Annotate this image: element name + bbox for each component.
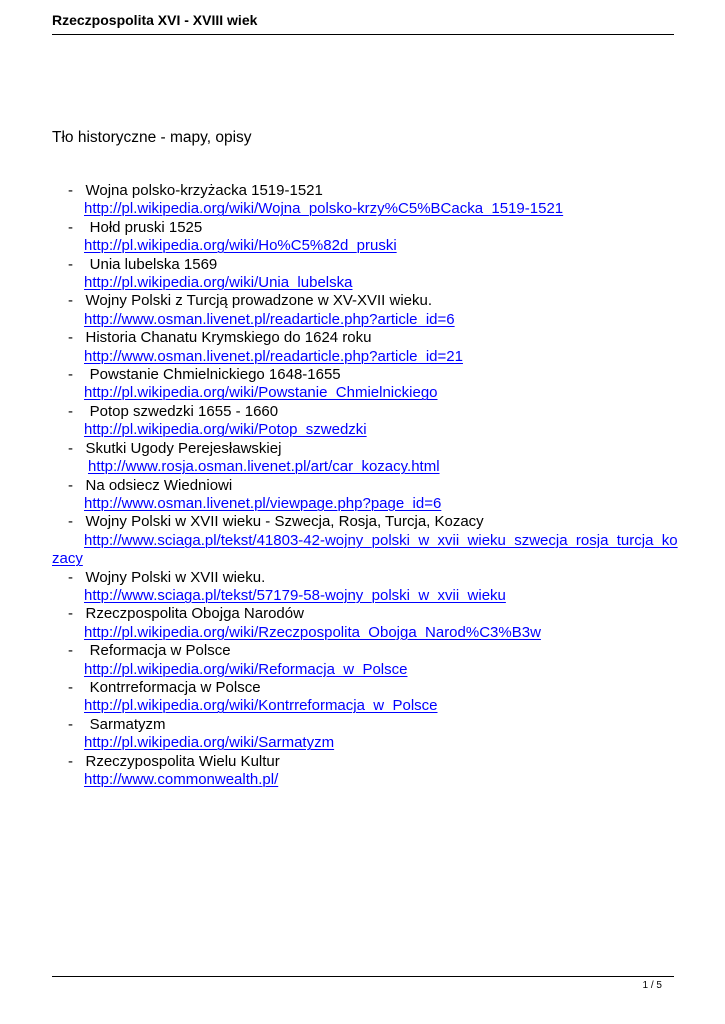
page-number: 1 / 5 [642,980,662,991]
list-item [52,605,674,642]
list-item-link[interactable]: http://www.commonwealth.pl/ [84,771,279,788]
list-item [52,366,674,403]
page-header-title: Rzeczpospolita XVI - XVIII wiek [52,12,258,28]
list-item [52,753,674,790]
list-item-link[interactable]: http://www.osman.livenet.pl/viewpage.php?page_id=6 [84,494,442,512]
list-item-title: - Skutki Ugody Perejesławskiej [68,439,282,457]
list-item-link[interactable]: http://www.sciaga.pl/tekst/57179-58-wojny_polski_w_xvii_wieku [84,586,506,604]
list-item-title: - Sarmatyzm [68,715,166,733]
list-item [52,440,674,477]
list-item-link[interactable]: http://pl.wikipedia.org/wiki/Rzeczpospolita_Obojga_Narod%C3%B3w [84,623,541,641]
list-item [52,569,674,606]
link-list [52,182,678,789]
list-item-title: - Reformacja w Polsce [68,642,231,660]
header-rule [52,34,674,35]
list-item-title: - Wojny Polski z Turcją prowadzone w XV-XVII wieku. [68,292,433,310]
list-item-title: - Rzeczypospolita Wielu Kultur [68,752,280,770]
list-item [52,679,674,716]
list-item-link[interactable]: http://pl.wikipedia.org/wiki/Unia_lubelska [84,274,353,292]
list-item-link[interactable]: http://pl.wikipedia.org/wiki/Sarmatyzm [84,734,335,752]
list-item-link-continuation[interactable]: zacy [52,550,83,568]
list-item [52,219,674,256]
list-item-title: - Wojny Polski w XVII wieku - Szwecja, Rosja, Turcja, Kozacy [68,513,484,531]
list-item-link[interactable]: http://pl.wikipedia.org/wiki/Reformacja_w_Polsce [84,660,408,678]
list-item [52,642,674,679]
list-item-link[interactable]: http://www.osman.livenet.pl/readarticle.php?article_id=6 [84,310,455,328]
list-item-link[interactable]: http://pl.wikipedia.org/wiki/Powstanie_Chmielnickiego [84,384,438,402]
list-item-link[interactable]: http://www.rosja.osman.livenet.pl/art/car_kozacy.html [88,458,440,476]
list-item [52,513,678,568]
list-item-title: - Rzeczpospolita Obojga Narodów [68,605,304,623]
footer-rule [52,976,674,977]
list-item [52,292,674,329]
list-item-title: - Historia Chanatu Krymskiego do 1624 roku [68,329,372,347]
list-item-title: - Wojna polsko-krzyżacka 1519-1521 [68,182,323,199]
list-item-link[interactable]: http://pl.wikipedia.org/wiki/Kontrreformacja_w_Polsce [84,697,438,715]
list-item [52,256,674,293]
list-item [52,716,674,753]
list-item-title: - Na odsiecz Wiedniowi [68,476,233,494]
list-item [52,477,674,514]
list-item [52,403,674,440]
list-item-link[interactable]: http://www.osman.livenet.pl/readarticle.php?article_id=21 [84,347,463,365]
list-item-link[interactable]: http://pl.wikipedia.org/wiki/Wojna_polsko-krzy%C5%BCacka_1519-1521 [84,200,564,218]
list-item [52,329,674,366]
list-item-title: - Potop szwedzki 1655 - 1660 [68,402,279,420]
list-item-title: - Kontrreformacja w Polsce [68,678,261,696]
list-item-title: - Hołd pruski 1525 [68,218,203,236]
list-item-title: - Powstanie Chmielnickiego 1648-1655 [68,366,341,384]
list-item-link[interactable]: http://pl.wikipedia.org/wiki/Ho%C5%82d_pruski [84,237,397,255]
list-item-link[interactable]: http://www.sciaga.pl/tekst/41803-42-wojny_polski_w_xvii_wieku_szwecja_rosja_turcja_ko [84,531,678,549]
list-item-title: - Unia lubelska 1569 [68,255,218,273]
list-item-link[interactable]: http://pl.wikipedia.org/wiki/Potop_szwedzki [84,421,367,439]
list-item-title: - Wojny Polski w XVII wieku. [68,568,266,586]
list-item [52,182,674,219]
intro-text: Tło historyczne - mapy, opisy [52,129,252,146]
